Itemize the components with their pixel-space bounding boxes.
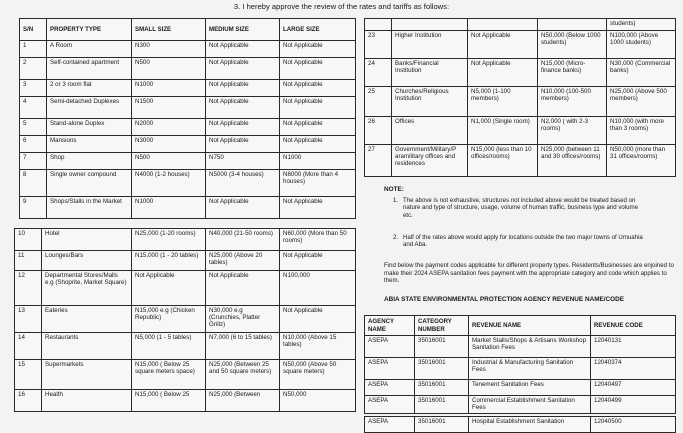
small-size-cell: Not Applicable	[132, 271, 206, 306]
medium-size-cell: Not Applicable	[206, 197, 280, 219]
medium-size-cell: N7,000 (6 to 15 tables)	[206, 333, 280, 360]
large-size-cell: N30,000 (Commercial banks)	[607, 59, 676, 87]
category-cell: 35016001	[415, 417, 469, 433]
property-type-cell: Stand-alone Duplex	[47, 119, 132, 136]
header-medium-size: MEDIUM SIZE	[206, 19, 280, 41]
sn-cell: 7	[20, 153, 47, 170]
small-size-cell: N3000	[132, 136, 206, 153]
large-size-cell: N50,000	[280, 390, 356, 412]
sn-cell: 12	[15, 271, 42, 306]
category-cell: 35016001	[415, 358, 469, 380]
property-type-cell: 2 or 3 room flat	[47, 80, 132, 97]
medium-size-cell: Not Applicable	[206, 58, 280, 80]
payment-code-paragraph: Find below the payment codes applicable for different property types. Residents/Businesses are enjoined to make their 2024 ASEPA sanitation fees payment with the appropriate category and code which applies to them.	[384, 262, 674, 285]
medium-size-cell: N750	[206, 153, 280, 170]
medium-size-cell: Not Applicable	[206, 136, 280, 153]
medium-size-cell: Not Applicable	[206, 271, 280, 306]
small-size-cell: N1500	[132, 97, 206, 119]
medium-size-cell: N25,000 (Between 25 and 50 square meters)	[206, 360, 280, 390]
table-header-row	[365, 316, 676, 336]
sn-cell: 9	[20, 197, 47, 219]
property-type-cell: Churches/Religious Institution	[392, 87, 468, 117]
table-header-row	[20, 19, 356, 41]
sn-cell: 1	[20, 41, 47, 58]
large-size-cell: N50,000 (more than 31 offices/rooms)	[607, 145, 676, 177]
sn-cell: 16	[15, 390, 42, 412]
revenue-name-cell: Commercial Establishment Sanitation Fees	[469, 396, 591, 414]
note-item-text: Half of the rates above would apply for locations outside the two major towns of Umuahia and Aba.	[403, 234, 643, 249]
property-type-cell: Shop	[47, 153, 132, 170]
large-size-cell: Not Applicable	[280, 197, 356, 219]
agency-cell: ASEPA	[365, 336, 415, 358]
medium-size-cell: N30,000 e.g (Crunchies, Platter Grillz)	[206, 306, 280, 333]
medium-size-cell: Not Applicable	[206, 41, 280, 58]
table-row	[15, 229, 356, 251]
table-row	[365, 336, 676, 358]
revenue-code-cell: 12040497	[591, 380, 676, 396]
property-type-cell: Mansions	[47, 136, 132, 153]
table-row	[15, 306, 356, 333]
agency-cell: ASEPA	[365, 396, 415, 414]
tariff-table-left-top	[19, 18, 356, 219]
table-row	[20, 153, 356, 170]
small-size-cell: N4000 (1-2 houses)	[132, 170, 206, 197]
table-row	[365, 417, 676, 433]
small-size-cell: N15,000 ( Below 25 square meters space)	[132, 360, 206, 390]
revenue-name-cell: Hospital Establishment Sanitation	[469, 417, 591, 433]
revenue-code-cell: 12040131	[591, 336, 676, 358]
property-type-cell: Offices	[392, 117, 468, 145]
sn-cell: 14	[15, 333, 42, 360]
sn-cell: 8	[20, 170, 47, 197]
sn-cell: 27	[365, 145, 392, 177]
small-size-cell: N1,000 (Single room)	[468, 117, 538, 145]
revenue-code-cell: 12040500	[591, 417, 676, 433]
small-size-cell: N300	[132, 41, 206, 58]
sn-cell: 13	[15, 306, 42, 333]
small-size-cell: N500	[132, 58, 206, 80]
medium-size-cell: Not Applicable	[206, 97, 280, 119]
small-size-cell: N1000	[132, 197, 206, 219]
small-size-cell: N15,000 ( Below 25	[132, 390, 206, 412]
table-row	[365, 396, 676, 414]
header-agency-name: AGENCY NAME	[365, 316, 415, 336]
table-row	[20, 58, 356, 80]
revenue-name-cell: Industrial & Manufacturing Sanitation Fees	[469, 358, 591, 380]
sn-cell: 4	[20, 97, 47, 119]
table-row	[365, 380, 676, 396]
large-size-cell: Not Applicable	[280, 80, 356, 97]
header-category-number: CATEGORY NUMBER	[415, 316, 469, 336]
category-cell: 35016001	[415, 380, 469, 396]
property-type-cell: Restaurants	[42, 333, 132, 360]
revenue-code-table	[364, 315, 676, 414]
table-row	[15, 251, 356, 271]
small-size-cell: Not Applicable	[468, 59, 538, 87]
header-revenue-name: REVENUE NAME	[469, 316, 591, 336]
table-row	[20, 197, 356, 219]
revenue-code-cell: 12040374	[591, 358, 676, 380]
small-size-cell: N25,000 (1-20 rooms)	[132, 229, 206, 251]
agency-cell: ASEPA	[365, 358, 415, 380]
small-size-cell: N5,000 (1 - 5 tables)	[132, 333, 206, 360]
large-size-cell: Not Applicable	[280, 306, 356, 333]
medium-size-cell: N25,000 (Between	[206, 390, 280, 412]
medium-size-cell: N5000 (3-4 houses)	[206, 170, 280, 197]
large-size-cell: N10,000 (with more than 3 rooms)	[607, 117, 676, 145]
property-type-cell: Eateries	[42, 306, 132, 333]
table-row	[365, 117, 676, 145]
table-row	[365, 59, 676, 87]
table-row	[365, 87, 676, 117]
note-item-number: 1.	[393, 197, 399, 204]
sn-cell: 6	[20, 136, 47, 153]
property-type-cell: Health	[42, 390, 132, 412]
note-item-text: The above is not exhaustive, structures not included above would be treated based on nature and type of structure, usage, volume of human traffic, business type and volume etc.	[403, 197, 638, 219]
revenue-code-cell: 12040499	[591, 396, 676, 414]
revenue-code-table-continued	[364, 416, 676, 433]
table-row	[20, 119, 356, 136]
property-type-cell: Lounges/Bars	[42, 251, 132, 271]
table-row	[20, 41, 356, 58]
continued-cell: students)	[607, 19, 676, 31]
medium-size-cell: N40,000 (21-50 rooms)	[206, 229, 280, 251]
property-type-cell: Self-contained apartment	[47, 58, 132, 80]
sn-cell: 5	[20, 119, 47, 136]
note-item-2	[393, 234, 643, 249]
page-intro: 3. I hereby approve the review of the rates and tariffs as follows:	[233, 2, 450, 11]
sn-cell: 26	[365, 117, 392, 145]
property-type-cell: Semi-detached Duplexes	[47, 97, 132, 119]
note-item-number: 2.	[393, 234, 399, 241]
revenue-name-cell: Tenement Sanitation Fees	[469, 380, 591, 396]
large-size-cell: Not Applicable	[280, 119, 356, 136]
large-size-cell: N25,000 (Above 500 members)	[607, 87, 676, 117]
tariff-table-right	[364, 18, 676, 177]
medium-size-cell: N2,000 ( with 2-3 rooms)	[538, 117, 607, 145]
large-size-cell: N6000 (More than 4 houses)	[280, 170, 356, 197]
medium-size-cell: Not Applicable	[206, 80, 280, 97]
small-size-cell: Not Applicable	[468, 31, 538, 59]
header-small-size: SMALL SIZE	[132, 19, 206, 41]
property-type-cell: Hotel	[42, 229, 132, 251]
medium-size-cell: N50,000 (Below 1000 students)	[538, 31, 607, 59]
large-size-cell: Not Applicable	[280, 97, 356, 119]
revenue-section-title: ABIA STATE ENVIRONMENTAL PROTECTION AGENCY REVENUE NAME/CODE	[384, 296, 625, 303]
large-size-cell: Not Applicable	[280, 251, 356, 271]
property-type-cell: Banks/Financial Institution	[392, 59, 468, 87]
sn-cell: 2	[20, 58, 47, 80]
medium-size-cell: N25,000 (between 11 and 30 offices/rooms)	[538, 145, 607, 177]
sn-cell: 11	[15, 251, 42, 271]
medium-size-cell: N10,000 (100-500 members)	[538, 87, 607, 117]
sn-cell: 24	[365, 59, 392, 87]
sn-cell: 25	[365, 87, 392, 117]
small-size-cell: N15,000 (less than 10 offices/rooms)	[468, 145, 538, 177]
small-size-cell: N15,000 (1 - 20 tables)	[132, 251, 206, 271]
note-item-1	[393, 197, 643, 219]
table-row	[15, 271, 356, 306]
small-size-cell: N2000	[132, 119, 206, 136]
large-size-cell: N10,000 (Above 15 tables)	[280, 333, 356, 360]
header-large-size: LARGE SIZE	[280, 19, 356, 41]
property-type-cell: Single owner compound	[47, 170, 132, 197]
small-size-cell: N5,000 (1-100 members)	[468, 87, 538, 117]
property-type-cell: Higher Institution	[392, 31, 468, 59]
note-heading: NOTE:	[384, 186, 404, 193]
property-type-cell: Government/Military/P aramilitary offices and residences	[392, 145, 468, 177]
table-row	[15, 360, 356, 390]
table-row	[20, 170, 356, 197]
table-row	[365, 358, 676, 380]
small-size-cell: N1000	[132, 80, 206, 97]
large-size-cell: Not Applicable	[280, 41, 356, 58]
property-type-cell: Departmental Stores/Malls e.g (Shoprite, Market Square)	[42, 271, 132, 306]
agency-cell: ASEPA	[365, 417, 415, 433]
category-cell: 35016001	[415, 396, 469, 414]
revenue-name-cell: Market Stalls/Shops & Artisans Workshop Sanitation Fees	[469, 336, 591, 358]
sn-cell: 15	[15, 360, 42, 390]
large-size-cell: Not Applicable	[280, 136, 356, 153]
table-row	[20, 136, 356, 153]
large-size-cell: N1000	[280, 153, 356, 170]
medium-size-cell: N15,000 (Micro-finance banks)	[538, 59, 607, 87]
table-row	[20, 97, 356, 119]
large-size-cell: N50,000 (Above 50 square meters)	[280, 360, 356, 390]
table-row	[15, 390, 356, 412]
table-row	[365, 19, 676, 31]
property-type-cell: A Room	[47, 41, 132, 58]
header-sn: S/N	[20, 19, 47, 41]
property-type-cell: Supermarkets	[42, 360, 132, 390]
medium-size-cell: Not Applicable	[206, 119, 280, 136]
large-size-cell: N100,000 (Above 1000 students)	[607, 31, 676, 59]
table-row	[365, 145, 676, 177]
table-row	[15, 333, 356, 360]
large-size-cell: Not Applicable	[280, 58, 356, 80]
property-type-cell: Shops/Stalls in the Market	[47, 197, 132, 219]
sn-cell: 10	[15, 229, 42, 251]
header-revenue-code: REVENUE CODE	[591, 316, 676, 336]
agency-cell: ASEPA	[365, 380, 415, 396]
sn-cell: 23	[365, 31, 392, 59]
table-row	[20, 80, 356, 97]
large-size-cell: N100,000	[280, 271, 356, 306]
small-size-cell: N15,000 e.g (Chicken Republic)	[132, 306, 206, 333]
sn-cell: 3	[20, 80, 47, 97]
large-size-cell: N60,000 (More than 50 rooms)	[280, 229, 356, 251]
tariff-table-left-bottom	[14, 228, 356, 412]
header-property-type: PROPERTY TYPE	[47, 19, 132, 41]
small-size-cell: N500	[132, 153, 206, 170]
category-cell: 35016001	[415, 336, 469, 358]
table-row	[365, 31, 676, 59]
medium-size-cell: N25,000 (Above 20 tables)	[206, 251, 280, 271]
